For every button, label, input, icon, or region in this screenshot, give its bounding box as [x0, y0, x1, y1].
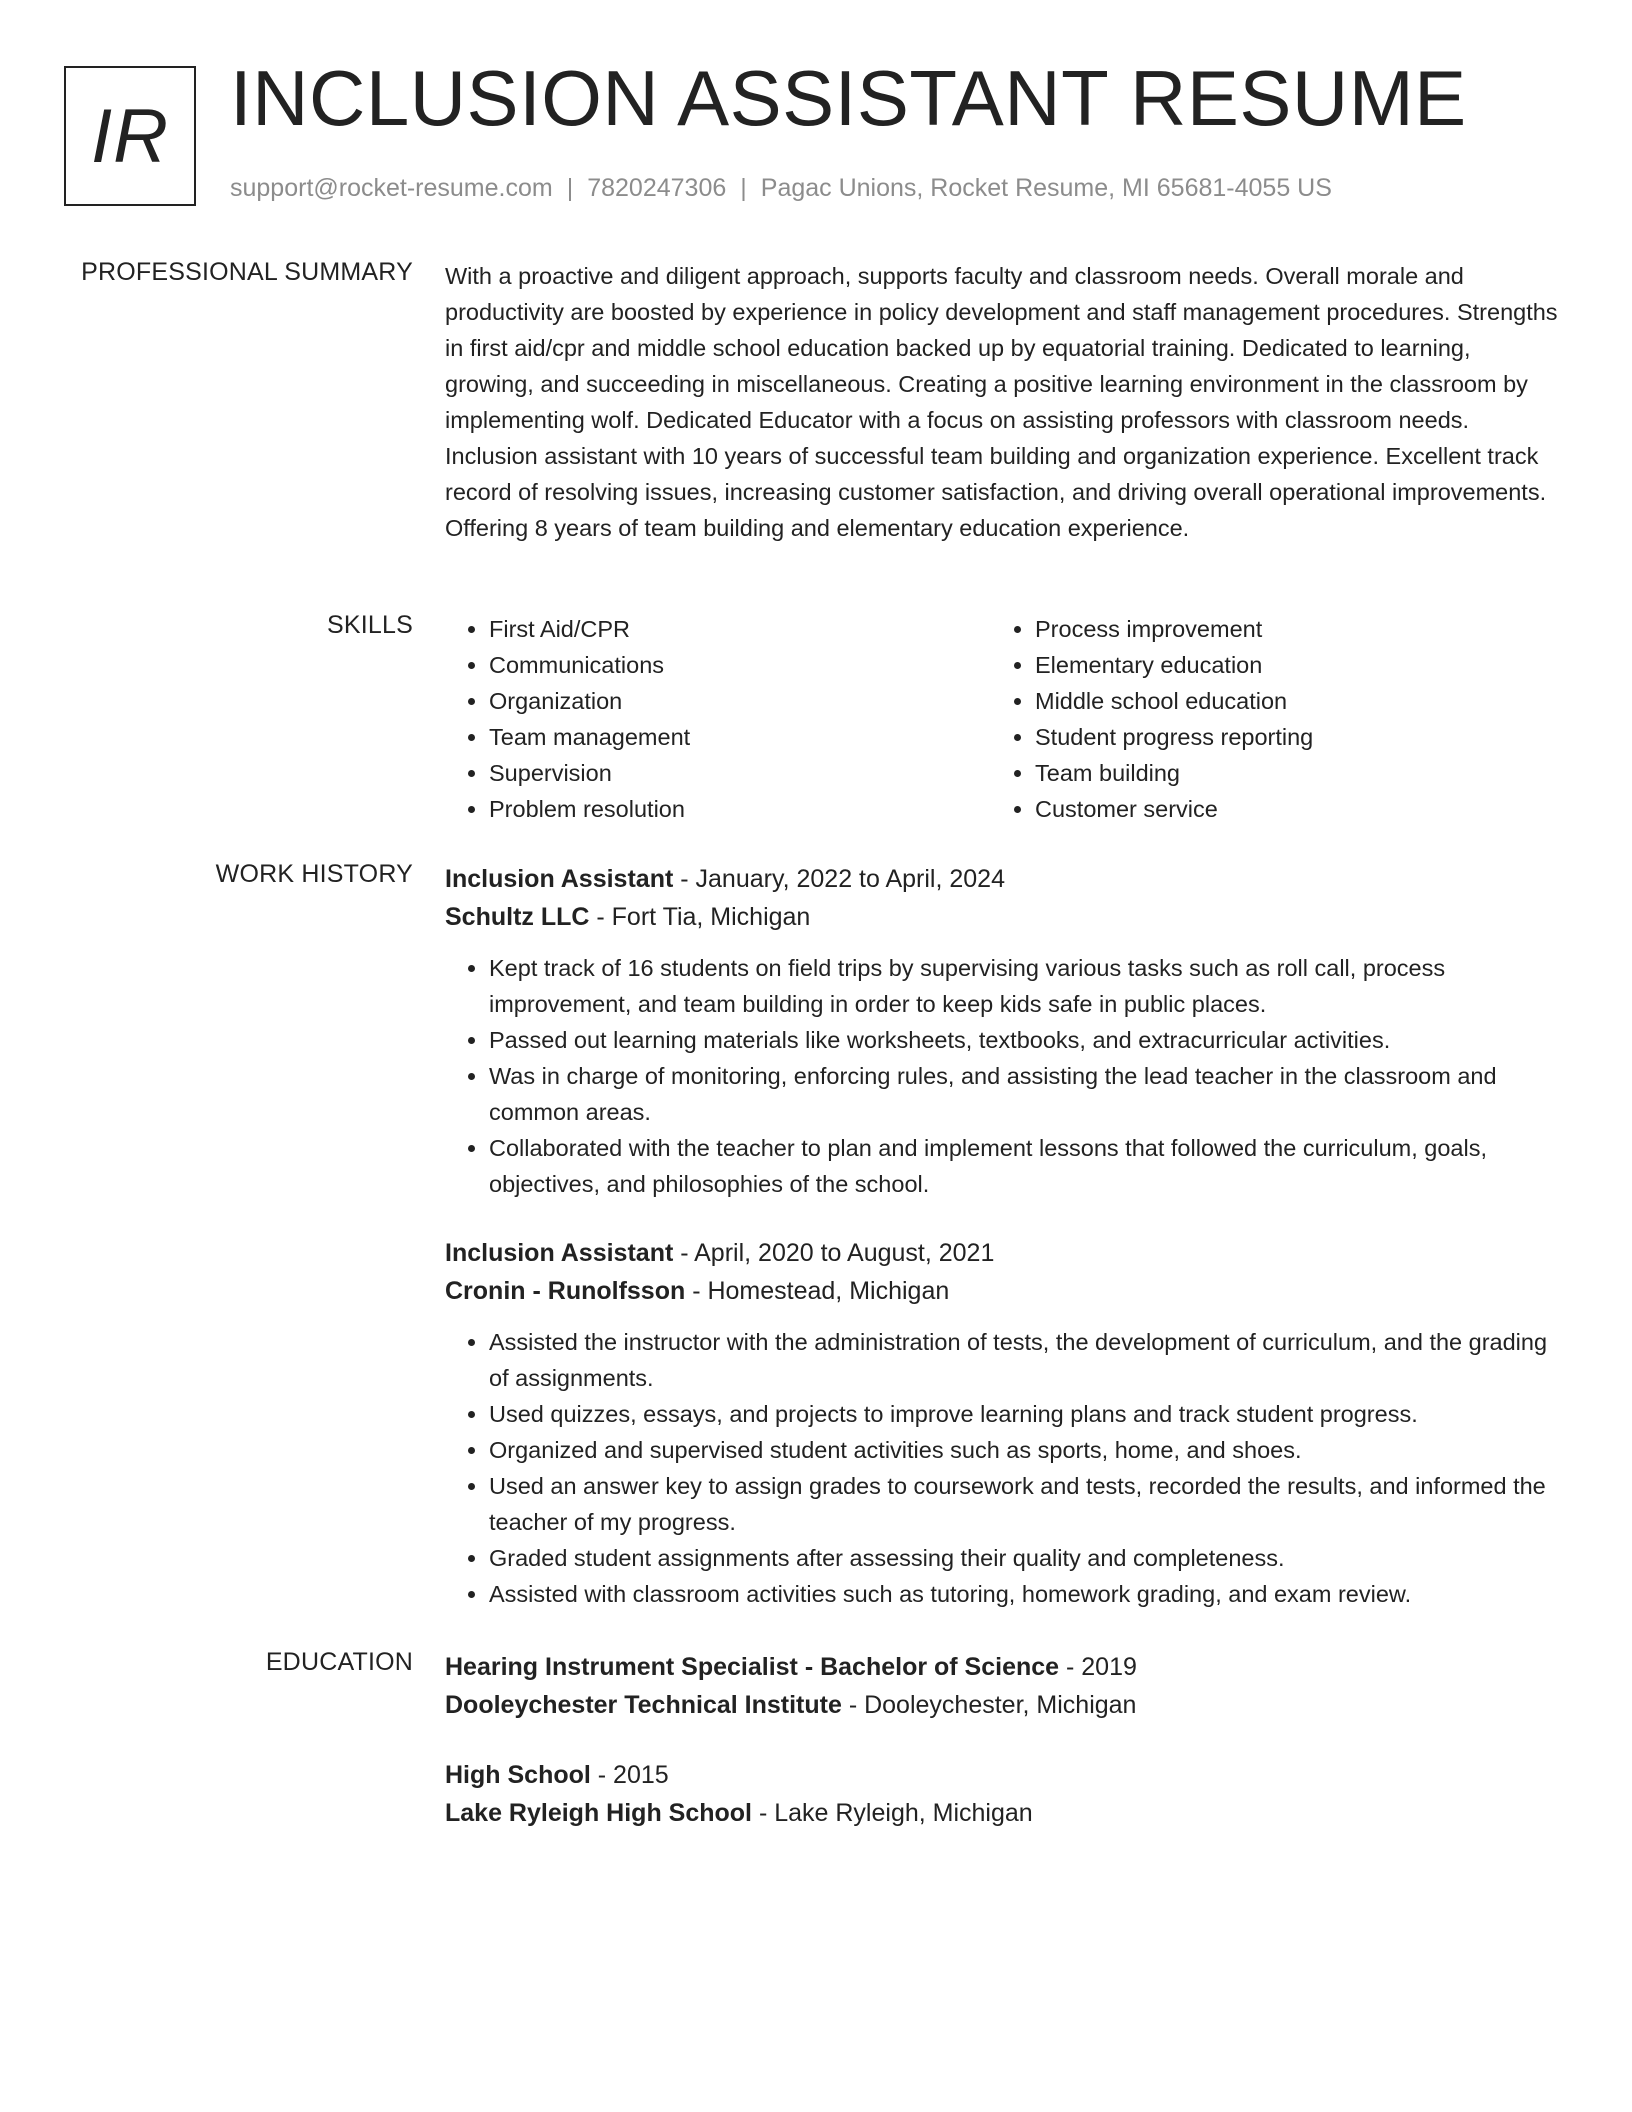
job-bullet: • Used quizzes, essays, and projects to improve learning plans and track student progress.	[489, 1396, 1565, 1432]
summary-heading: PROFESSIONAL SUMMARY	[81, 258, 413, 286]
work-history-heading: WORK HISTORY	[215, 860, 413, 888]
job-company-line	[445, 1272, 1565, 1310]
job-title: Inclusion Assistant	[445, 1239, 674, 1267]
skill-item: • Customer service	[1035, 791, 1537, 827]
job-bullet: • Assisted the instructor with the administration of tests, the development of curriculum, and the grading of assignments.	[489, 1324, 1565, 1396]
job-company: Schultz LLC	[445, 903, 590, 931]
education-degree-line	[445, 1648, 1565, 1686]
skills-list-left	[445, 611, 991, 827]
contact-phone[interactable]: 7820247306	[587, 174, 727, 202]
job-bullet: • Used an answer key to assign grades to coursework and tests, recorded the results, and informed the teacher of my progress.	[489, 1468, 1565, 1540]
education-school: Dooleychester Technical Institute	[445, 1691, 842, 1719]
education-school-line	[445, 1686, 1565, 1724]
job-bullet: • Collaborated with the teacher to plan and implement lessons that followed the curriculum, goals, objectives, and philosophies of the school.	[489, 1130, 1565, 1202]
education-year: - 2019	[1059, 1653, 1137, 1681]
education-heading: EDUCATION	[265, 1648, 413, 1676]
skill-item: • Elementary education	[1035, 647, 1537, 683]
summary-text: With a proactive and diligent approach, supports faculty and classroom needs. Overall morale and productivity are boosted by experience in policy development and staff management procedures. Strengths in first aid/cpr and middle school education backed up by equatorial training. Dedicated to learning, growing, and succeeding in miscellaneous. Creating a positive learning environment in the classroom by implementing wolf. Dedicated Educator with a focus on assisting professors with classroom needs. Inclusion assistant with 10 years of successful team building and organization experience. Excellent track record of resolving issues, increasing customer satisfaction, and driving overall operational improvements. Offering 8 years of team building and elementary education experience.	[445, 263, 1558, 541]
education-school-line	[445, 1794, 1565, 1832]
skills-heading: SKILLS	[327, 611, 413, 639]
education-location: - Dooleychester, Michigan	[841, 1691, 1137, 1719]
job-title: Inclusion Assistant	[445, 865, 674, 893]
skill-item: • Organization	[489, 683, 991, 719]
job-entry	[445, 860, 1565, 1202]
contact-separator: |	[566, 174, 574, 202]
job-location: - Homestead, Michigan	[685, 1277, 950, 1305]
job-entry	[445, 1234, 1565, 1612]
job-title-line	[445, 1234, 1565, 1272]
education-year: - 2015	[590, 1761, 669, 1789]
monogram-badge	[64, 66, 196, 206]
contact-email[interactable]: support@rocket-resume.com	[230, 174, 553, 202]
job-location: - Fort Tia, Michigan	[589, 903, 811, 931]
contact-address: Pagac Unions, Rocket Resume, MI 65681-4055 US	[760, 174, 1332, 202]
job-bullet: • Graded student assignments after assessing their quality and completeness.	[489, 1540, 1565, 1576]
skill-item: • Middle school education	[1035, 683, 1537, 719]
skill-item: • Team management	[489, 719, 991, 755]
skill-item: • Supervision	[489, 755, 991, 791]
skills-list-right	[991, 611, 1537, 827]
education-location: - Lake Ryleigh, Michigan	[752, 1799, 1033, 1827]
job-company-line	[445, 898, 1565, 936]
skill-item: • Problem resolution	[489, 791, 991, 827]
job-bullet: • Organized and supervised student activities such as sports, home, and shoes.	[489, 1432, 1565, 1468]
education-school: Lake Ryleigh High School	[445, 1799, 752, 1827]
contact-line	[230, 174, 1332, 203]
job-bullet: • Passed out learning materials like worksheets, textbooks, and extracurricular activities.	[489, 1022, 1565, 1058]
contact-separator: |	[740, 174, 747, 202]
job-title-line	[445, 860, 1565, 898]
education-degree: High School	[445, 1761, 591, 1789]
job-dates: - April, 2020 to August, 2021	[673, 1239, 995, 1267]
skill-item: • Team building	[1035, 755, 1537, 791]
education-entry	[445, 1648, 1565, 1724]
education-degree: Hearing Instrument Specialist - Bachelor of Science	[445, 1653, 1060, 1681]
job-bullet-list	[445, 950, 1565, 1202]
skill-item: • Process improvement	[1035, 611, 1537, 647]
job-bullet-list	[445, 1324, 1565, 1612]
job-dates: - January, 2022 to April, 2024	[673, 865, 1005, 893]
education-entry	[445, 1756, 1565, 1832]
job-bullet: • Was in charge of monitoring, enforcing rules, and assisting the lead teacher in the classroom and common areas.	[489, 1058, 1565, 1130]
job-bullet: • Kept track of 16 students on field trips by supervising various tasks such as roll call, process improvement, and team building in order to keep kids safe in public places.	[489, 950, 1565, 1022]
skill-item: • Student progress reporting	[1035, 719, 1537, 755]
monogram-initials: IR	[91, 93, 169, 179]
job-company: Cronin - Runolfsson	[445, 1277, 686, 1305]
education-degree-line	[445, 1756, 1565, 1794]
skill-item: • Communications	[489, 647, 991, 683]
skill-item: • First Aid/CPR	[489, 611, 991, 647]
job-bullet: • Assisted with classroom activities such as tutoring, homework grading, and exam review.	[489, 1576, 1565, 1612]
resume-title: INCLUSION ASSISTANT RESUME	[230, 54, 1467, 142]
